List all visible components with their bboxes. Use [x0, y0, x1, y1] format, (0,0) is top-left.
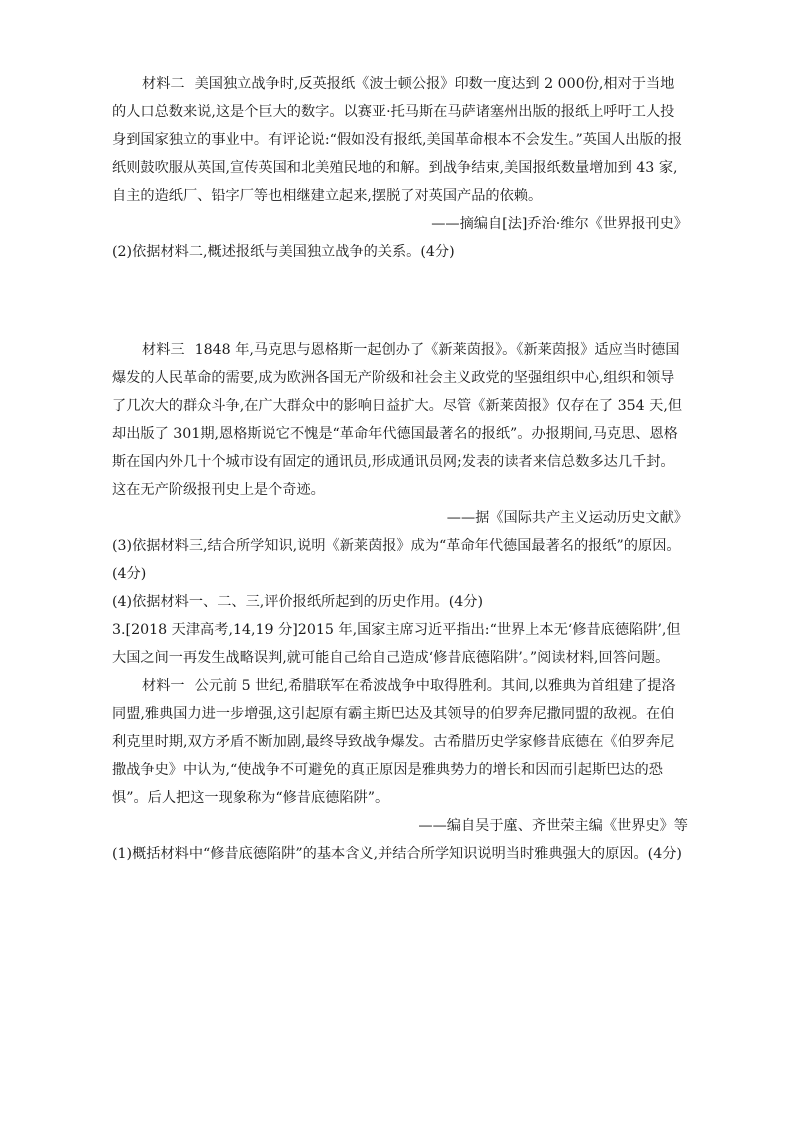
material-3-text: 1848 年,马克思与恩格斯一起创办了《新莱茵报》。《新莱茵报》适应当时德国爆发的人民革命的需要,成为欧洲各国无产阶级和社会主义政党的坚强组织中心,组织和领导了几次大的群众斗争,在广大群众中的影响日益扩大。尽管《新莱茵报》仅存在了 354 天,但却出版了 301期,恩格斯说它不愧是“革命年代德国最著名的报纸”。办报期间,马克思、恩格斯在国内外几十个城市设有固定的通讯员,形成通讯员网;发表的读者来信总数多达几千封。这在无产阶级报刊史上是个奇迹。	[112, 342, 683, 498]
document-body	[112, 70, 688, 868]
question-2-2: (2)依据材料二,概述报纸与美国独立战争的关系。(4分)	[112, 244, 455, 260]
material-2-source: ——摘编自[法]乔治·维尔《世界报刊史》	[431, 216, 688, 232]
question-3-section	[112, 616, 688, 868]
q3-material-1-label: 材料一	[142, 678, 185, 694]
material-2-paragraph	[112, 70, 688, 210]
q3-material-1-paragraph	[112, 672, 688, 812]
material-3-paragraph	[112, 336, 688, 504]
question-3-stem: 3.[2018 天津高考,14,19 分]2015 年,国家主席习近平指出:“世界上本无‘修昔底德陷阱’,但大国之间一再发生战略误判,就可能自己给自己造成‘修昔底德陷阱’。”阅读材料,回答问题。	[112, 622, 681, 666]
material-3-label: 材料三	[142, 342, 185, 358]
material-3-section	[112, 336, 688, 616]
question-2-4: (4)依据材料一、二、三,评价报纸所起到的历史作用。(4分)	[112, 594, 484, 610]
material-2-text: 美国独立战争时,反英报纸《波士顿公报》印数一度达到 2 000份,相对于当地的人口总数来说,这是个巨大的数字。以赛亚·托马斯在马萨诸塞州出版的报纸上呼吁工人投身到国家独立的事业中。有评论说:“假如没有报纸,美国革命根本不会发生。”英国人出版的报纸则鼓吹服从英国,宣传英国和北美殖民地的和解。到战争结束,美国报纸数量增加到 43 家,自主的造纸厂、铅字厂等也相继建立起来,摆脱了对英国产品的依赖。	[112, 76, 683, 204]
q3-material-1-source: ——编自吴于廑、齐世荣主编《世界史》等	[418, 818, 688, 834]
material-3-source: ——据《国际共产主义运动历史文献》	[446, 510, 688, 526]
question-2-3: (3)依据材料三,结合所学知识,说明《新莱茵报》成为“革命年代德国最著名的报纸”的原因。(4分)	[112, 538, 681, 582]
material-2-label: 材料二	[142, 76, 185, 92]
material-2-section	[112, 70, 688, 266]
question-3-1: (1)概括材料中“修昔底德陷阱”的基本含义,并结合所学知识说明当时雅典强大的原因。(4分)	[112, 846, 682, 862]
q3-material-1-text: 公元前 5 世纪,希腊联军在希波战争中取得胜利。其间,以雅典为首组建了提洛同盟,雅典国力进一步增强,这引起原有霸主斯巴达及其领导的伯罗奔尼撒同盟的敌视。在伯利克里时期,双方矛盾不断加剧,最终导致战争爆发。古希腊历史学家修昔底德在《伯罗奔尼撒战争史》中认为,“使战争不可避免的真正原因是雅典势力的增长和因而引起斯巴达的恐惧”。后人把这一现象称为“修昔底德陷阱”。	[112, 678, 676, 806]
answer-space	[112, 266, 688, 336]
